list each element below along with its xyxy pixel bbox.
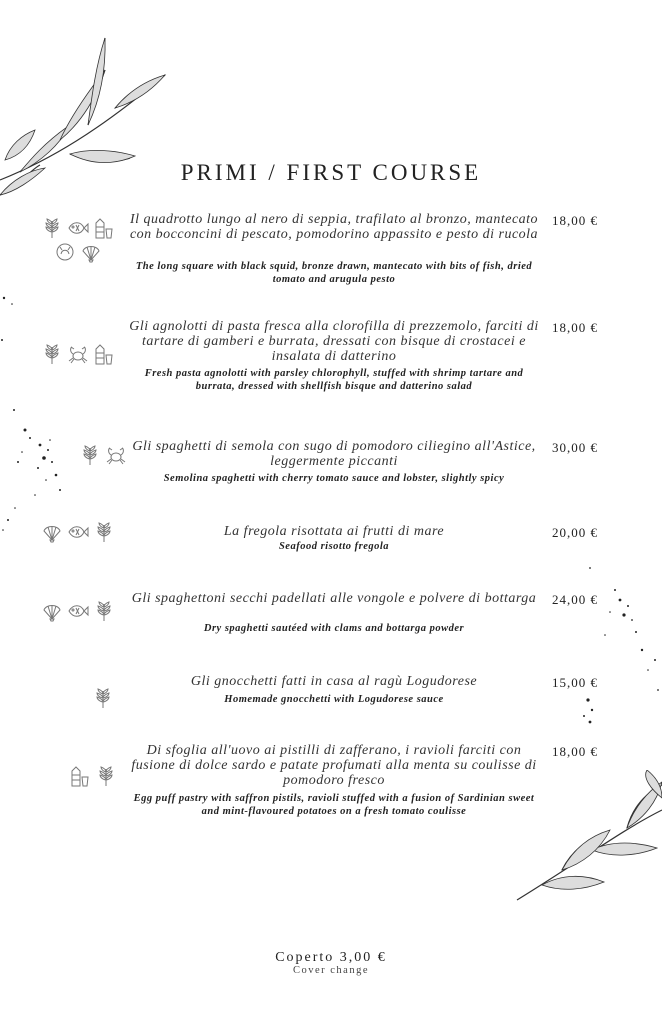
wheat-icon <box>79 444 101 466</box>
dish-name-italian: Gli spaghetti di semola con sugo di pomodoro ciliegino all'Astice, leggermente piccanti <box>132 439 536 469</box>
dish-name-english: Egg puff pastry with saffron pistils, ravioli stuffed with a fusion of Sardinian sweet and mint-flavoured potatoes on a fresh tomato coulisse <box>133 793 535 817</box>
dish-price: 30,00 € <box>552 440 598 455</box>
dish-name-english: Dry spaghetti sautéed with clams and bottarga powder <box>203 623 465 634</box>
allergen-icons <box>30 521 125 545</box>
dish-name-english: The long square with black squid, bronze drawn, mantecato with bits of fish, dried tomato and arugula pesto <box>135 261 533 285</box>
wheat-icon <box>92 687 114 709</box>
leaf-branch-bottom-right-icon <box>512 770 662 910</box>
wheat-icon <box>41 343 63 365</box>
dish-name-english: Homemade gnocchetti with Logudorese sauce <box>224 694 444 705</box>
dish-name-italian: La fregola risottata ai frutti di mare <box>223 524 445 539</box>
fish-icon <box>67 217 89 239</box>
dish-name-italian: Il quadrotto lungo al nero di seppia, trafilato al bronzo, mantecato con bocconcini di pescato, pomodorino appassito e pesto di rucola <box>129 212 539 242</box>
crab-icon <box>105 444 127 466</box>
shellfish-icon <box>41 521 63 543</box>
dish-price: 24,00 € <box>552 592 598 607</box>
dish-price: 20,00 € <box>552 525 598 540</box>
cover-charge-italian: Coperto 3,00 € <box>275 950 387 965</box>
crab-icon <box>67 343 89 365</box>
dish-name-italian: Gli agnolotti di pasta fresca alla clorofilla di prezzemolo, farciti di tartare di gamberi e burrata, dressati con bisque di crostacei e insalata di datterino <box>129 319 539 364</box>
dish-name-italian: Gli gnocchetti fatti in casa al ragù Logudorese <box>190 674 478 689</box>
dish-name-english: Seafood risotto fregola <box>278 541 390 552</box>
fish-icon <box>67 521 89 543</box>
shellfish-icon <box>80 241 102 263</box>
dish-price: 18,00 € <box>552 320 598 335</box>
cover-charge-english: Cover change <box>292 965 370 976</box>
dish-name-italian: Gli spaghettoni secchi padellati alle vongole e polvere di bottarga <box>131 591 537 606</box>
dish-name-english: Semolina spaghetti with cherry tomato sauce and lobster, slightly spicy <box>163 473 505 484</box>
wheat-icon <box>93 600 115 622</box>
milk-icon <box>93 217 115 239</box>
allergen-icons <box>30 343 125 367</box>
wheat-icon <box>93 521 115 543</box>
dish-name-english: Fresh pasta agnolotti with parsley chlorophyll, stuffed with shrimp tartare and burrata, dressed with shellfish bisque and datterino salad <box>144 368 524 392</box>
milk-icon <box>93 343 115 365</box>
allergen-icons <box>30 600 125 624</box>
shellfish-icon <box>41 600 63 622</box>
page-title: PRIMI / FIRST COURSE <box>180 160 482 185</box>
dish-name-italian: Di sfoglia all'uovo ai pistilli di zafferano, i ravioli farciti con fusione di dolce sardo e patate profumati alla menta su coulisse di pomodoro fresco <box>131 743 537 788</box>
dish-price: 18,00 € <box>552 213 598 228</box>
dish-price: 18,00 € <box>552 744 598 759</box>
allergen-icons <box>30 217 125 265</box>
allergen-icons <box>45 765 140 789</box>
crustacean-icon <box>54 241 76 263</box>
dish-price: 15,00 € <box>552 675 598 690</box>
wheat-icon <box>41 217 63 239</box>
ink-splatter-left-icon <box>0 280 70 540</box>
ink-splatter-right-icon <box>570 560 662 730</box>
milk-icon <box>69 765 91 787</box>
wheat-icon <box>95 765 117 787</box>
fish-icon <box>67 600 89 622</box>
cover-charge <box>0 950 662 976</box>
